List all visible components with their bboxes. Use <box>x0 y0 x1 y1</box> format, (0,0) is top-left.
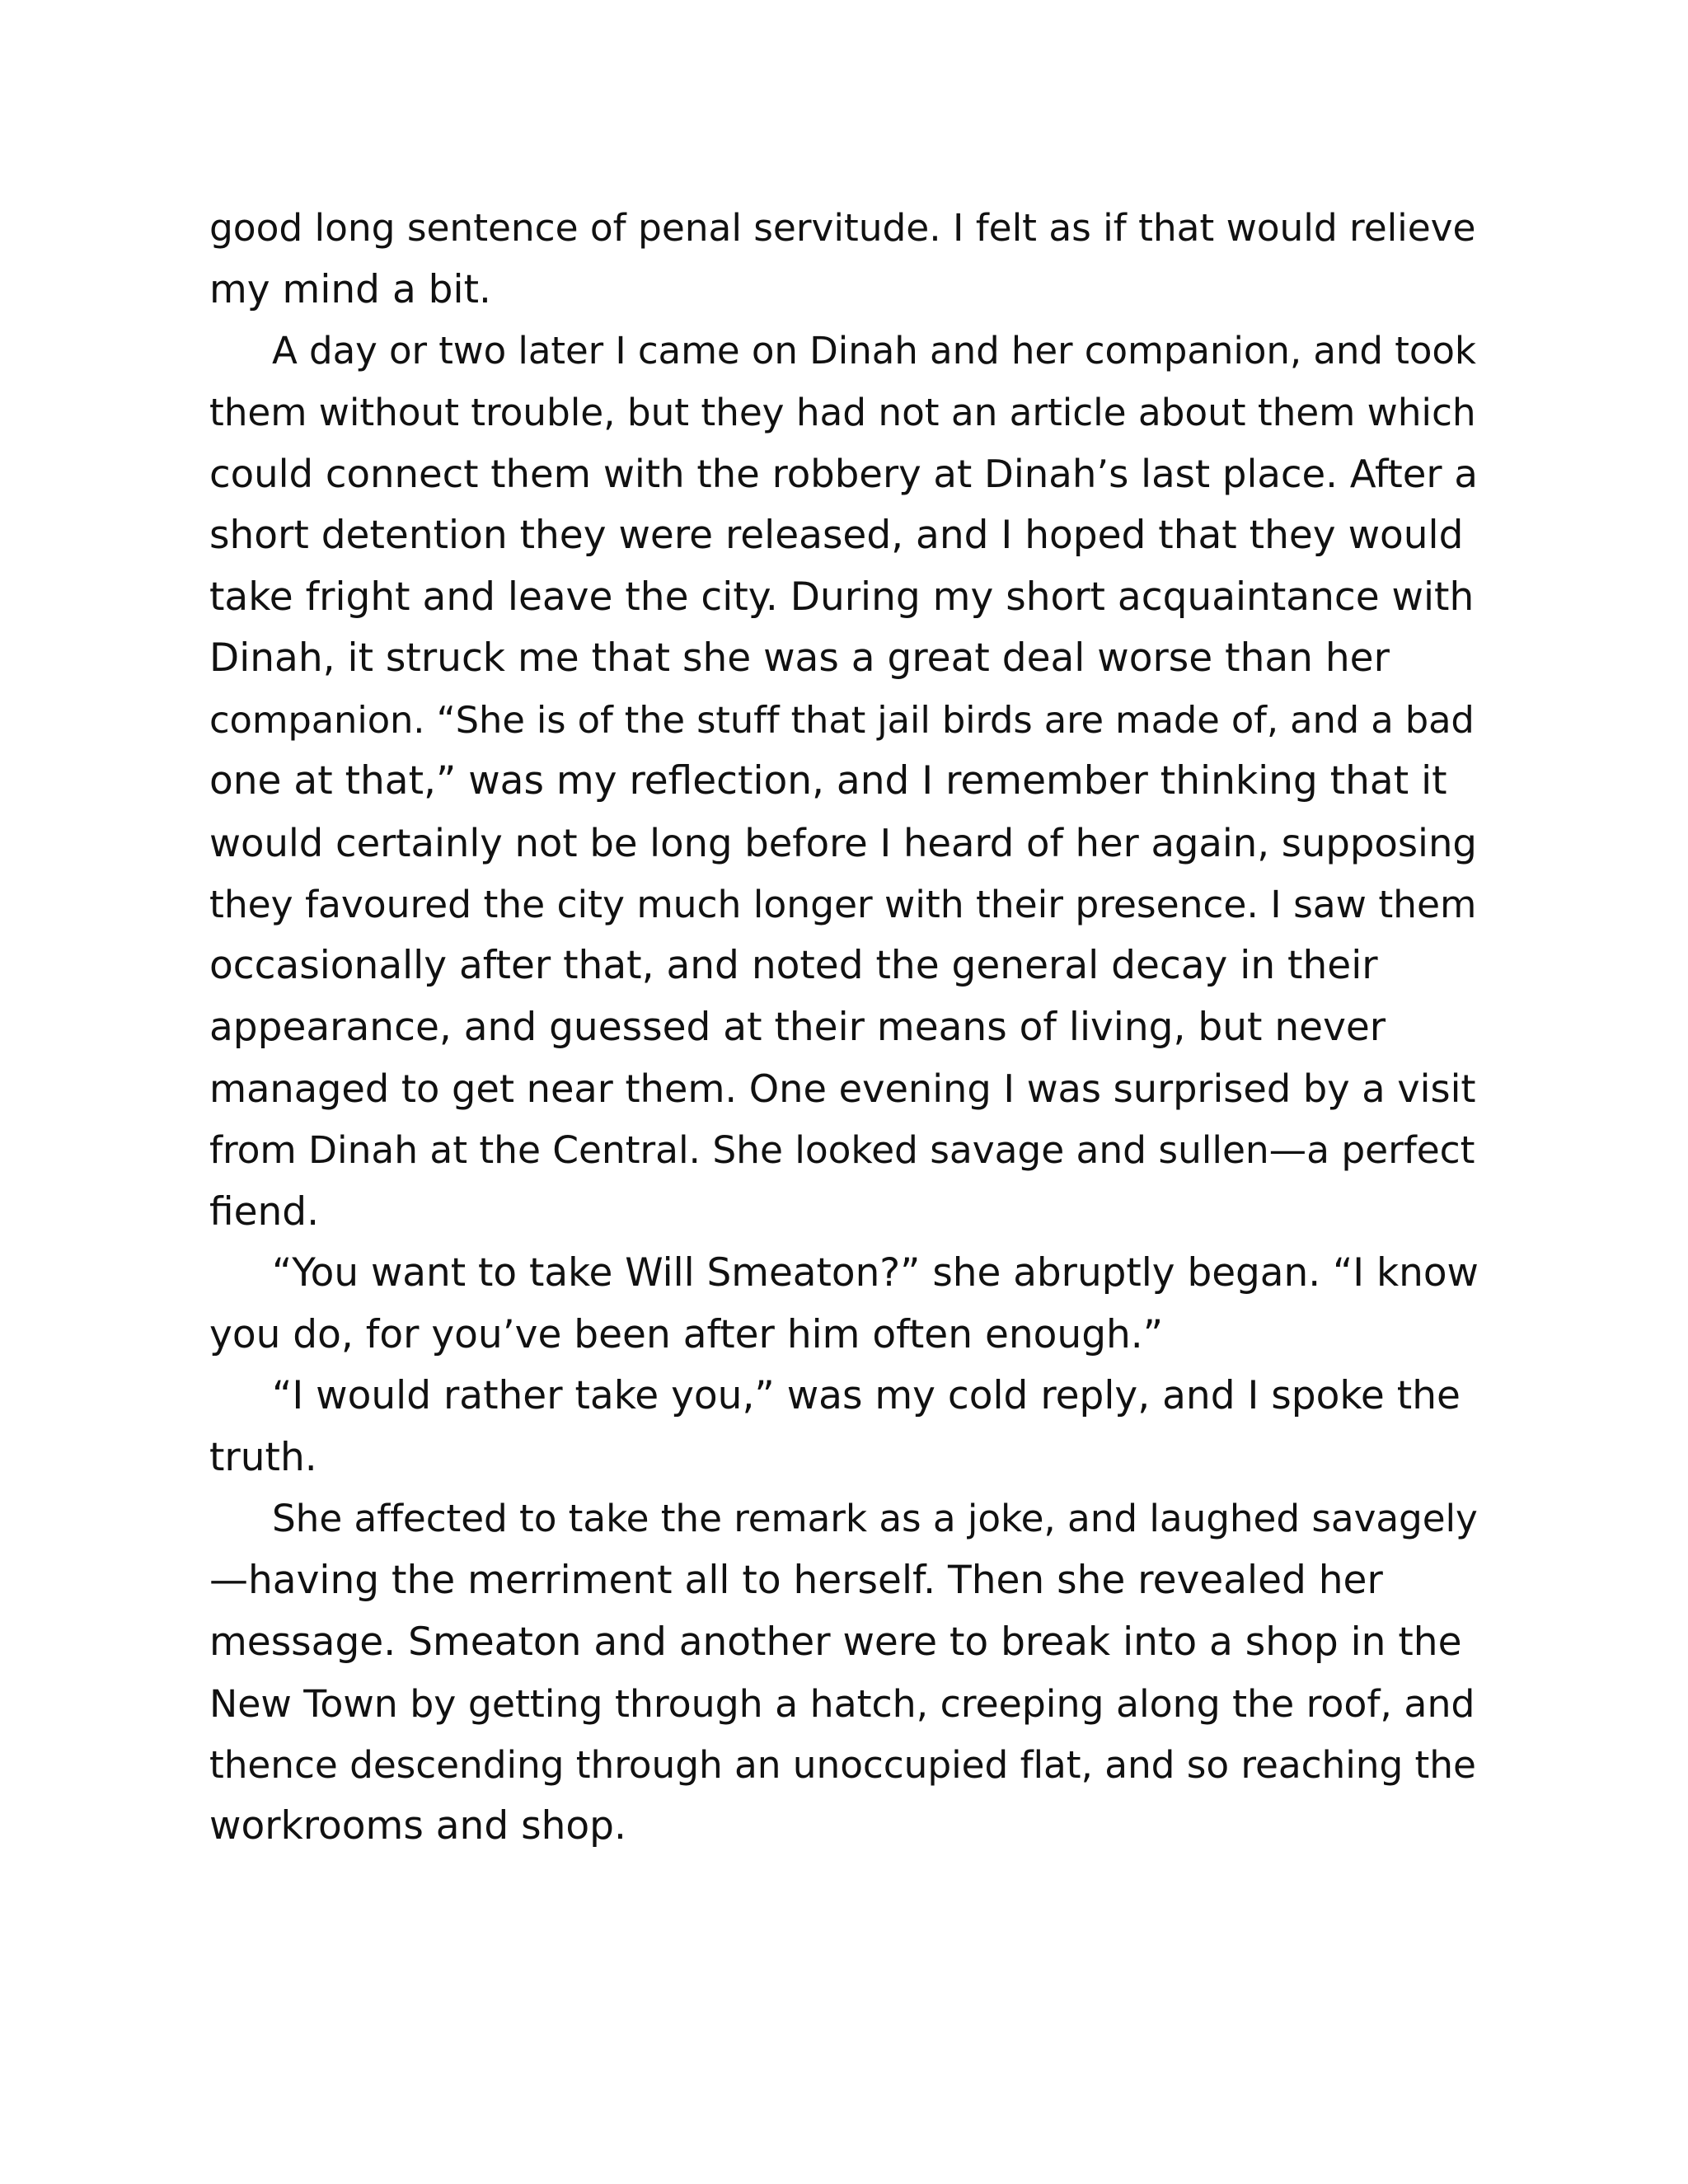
paragraph-5 <box>209 1488 1479 1858</box>
text-line: short detention they were released, and I hoped that they would <box>209 512 1464 558</box>
text-line: New Town by getting through a hatch, creeping along the roof, and <box>209 1681 1475 1727</box>
paragraph-1 <box>209 198 1479 321</box>
text-line: from Dinah at the Central. She looked savage and sullen—a perfect <box>209 1127 1475 1172</box>
body-text <box>209 198 1479 1858</box>
text-line: appearance, and guessed at their means of living, but never <box>209 1004 1386 1050</box>
paragraph-4 <box>209 1366 1479 1488</box>
text-line: you do, for you’ve been after him often enough.” <box>209 1311 1164 1357</box>
text-line: fiend. <box>209 1188 320 1235</box>
text-line: message. Smeaton and another were to break into a shop in the <box>209 1619 1462 1665</box>
text-line: workrooms and shop. <box>209 1803 626 1849</box>
text-line: “You want to take Will Smeaton?” she abruptly began. “I know <box>272 1250 1479 1296</box>
text-line: thence descending through an unoccupied flat, and so reaching the <box>209 1742 1476 1787</box>
text-line: Dinah, it struck me that she was a great deal worse than her <box>209 635 1390 682</box>
text-line: truth. <box>209 1434 317 1480</box>
text-line: one at that,” was my reflection, and I remember thinking that it <box>209 758 1447 804</box>
text-line: my mind a bit. <box>209 266 491 312</box>
text-line: would certainly not be long before I heard of her again, supposing <box>209 820 1477 865</box>
text-line: good long sentence of penal servitude. I felt as if that would relieve <box>209 206 1476 250</box>
text-line: them without trouble, but they had not an article about them which <box>209 390 1476 434</box>
text-line: they favoured the city much longer with their presence. I saw them <box>209 882 1477 926</box>
text-line: —having the merriment all to herself. Then she revealed her <box>209 1558 1383 1604</box>
text-line: occasionally after that, and noted the general decay in their <box>209 943 1378 989</box>
text-line: companion. “She is of the stuff that jail birds are made of, and a bad <box>209 697 1475 742</box>
text-line: “I would rather take you,” was my cold reply, and I spoke the <box>272 1373 1461 1419</box>
paragraph-3 <box>209 1243 1479 1366</box>
text-line: A day or two later I came on Dinah and her companion, and took <box>272 329 1476 373</box>
paragraph-2 <box>209 321 1479 1243</box>
text-line: managed to get near them. One evening I was surprised by a visit <box>209 1066 1476 1112</box>
text-line: She affected to take the remark as a joke, and laughed savagely <box>272 1497 1478 1541</box>
text-line: take fright and leave the city. During my short acquaintance with <box>209 574 1475 620</box>
text-line: could connect them with the robbery at Dinah’s last place. After a <box>209 452 1478 497</box>
